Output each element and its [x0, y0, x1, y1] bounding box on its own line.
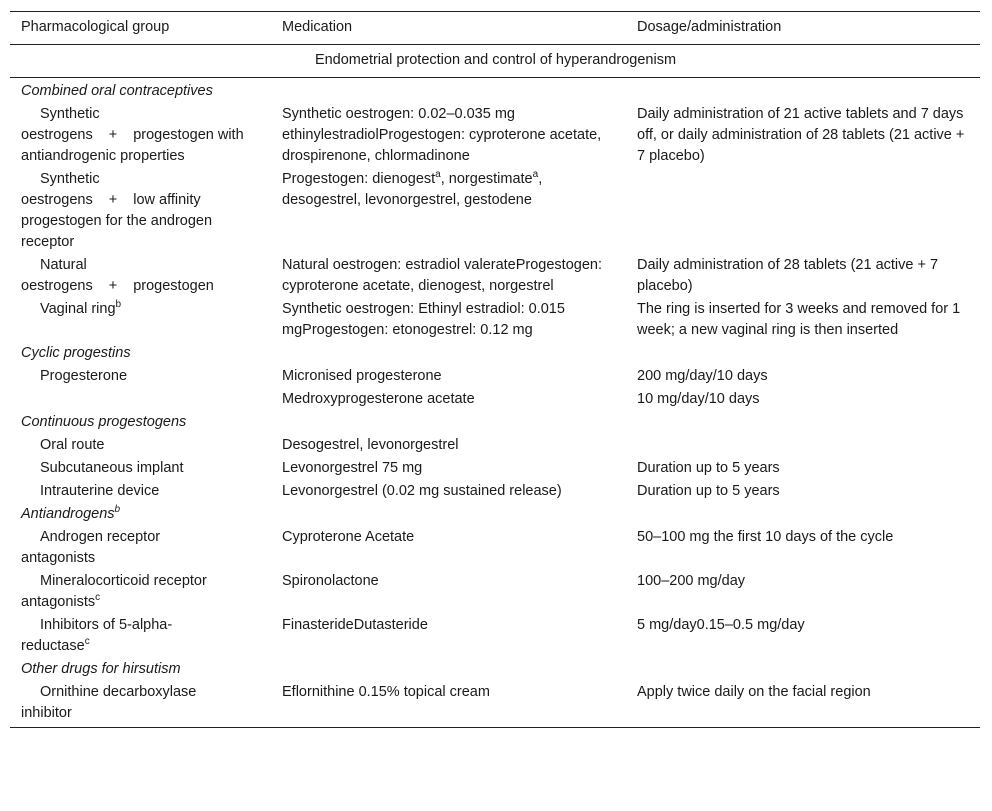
table-row [10, 457, 980, 480]
medication-cell: Synthetic oestrogen: Ethinyl estradiol: 0.015 mgProgestogen: etonogestrel: 0.12 mg [282, 301, 565, 338]
row-group-text: Ornithine decarboxylase [40, 684, 197, 700]
row-group-cell: Synthetic oestrogens + low affinity progestogen for the androgen receptor [21, 171, 213, 250]
dosage-cell: Duration up to 5 years [637, 460, 780, 476]
dosage-cell: 100–200 mg/day [637, 573, 746, 589]
dosage-cell [626, 168, 980, 254]
group-label-continuous: Continuous progestogens [21, 414, 187, 430]
footnote-marker: b [114, 504, 121, 515]
medication-text: , norgestimate [440, 171, 533, 187]
medication-text: Progestogen: dienogest [282, 171, 436, 187]
row-group-text: Vaginal ring [40, 301, 116, 317]
row-group-cell [10, 480, 271, 503]
medication-table [10, 11, 980, 728]
group-row [10, 658, 980, 681]
footnote-marker: c [84, 636, 90, 647]
table-row [10, 103, 980, 168]
table-row [10, 254, 980, 298]
medication-cell [271, 168, 626, 254]
group-label-other: Other drugs for hirsutism [21, 661, 181, 677]
dosage-cell: Daily administration of 28 tablets (21 active + 7 placebo) [637, 257, 939, 294]
table-row [10, 570, 980, 614]
medication-cell: Medroxyprogesterone acetate [282, 391, 475, 407]
table-row [10, 388, 980, 411]
row-group-text: Inhibitors of 5-alpha- [40, 617, 173, 633]
group-label-cyclic: Cyclic progestins [21, 345, 131, 361]
table-row [10, 434, 980, 457]
dosage-cell: Apply twice daily on the facial region [626, 681, 980, 728]
group-row [10, 342, 980, 365]
medication-cell: Cyproterone Acetate [282, 529, 415, 545]
dosage-cell: Duration up to 5 years [637, 483, 780, 499]
medication-cell: Natural oestrogen: estradiol valerateProgestogen: cyproterone acetate, dienogest, norgestrel [282, 257, 602, 294]
table-row [10, 365, 980, 388]
section-row [10, 45, 980, 78]
row-group-text: Oral route [40, 437, 105, 453]
group-row [10, 503, 980, 526]
table-row [10, 480, 980, 503]
footnote-marker: b [115, 299, 122, 310]
medication-cell: Levonorgestrel (0.02 mg sustained release) [282, 483, 562, 499]
group-label-antiandrogens [10, 503, 980, 526]
table-row [10, 298, 980, 342]
footnote-marker: a [435, 169, 441, 180]
table-row [10, 168, 980, 254]
footnote-marker: a [532, 169, 539, 180]
medication-cell: Levonorgestrel 75 mg [282, 460, 423, 476]
header-dosage: Dosage/administration [626, 12, 980, 45]
medication-text: , desogestrel, levonorgestrel, gestodene [282, 171, 543, 208]
header-medication: Medication [271, 12, 626, 45]
row-group-text: Mineralocorticoid receptor [40, 573, 207, 589]
row-group-cell [10, 457, 271, 480]
medication-cell: FinasterideDutasteride [282, 617, 428, 633]
plus-sign: + [108, 192, 118, 208]
group-row [10, 411, 980, 434]
row-group-text: Synthetic [40, 171, 100, 187]
row-group-text: Progesterone [40, 368, 128, 384]
dosage-cell: 10 mg/day/10 days [637, 391, 760, 407]
footnote-marker: c [95, 592, 101, 603]
group-row [10, 78, 980, 104]
row-group-text: Natural [40, 257, 87, 273]
table-header-row [10, 12, 980, 45]
row-group-cell [10, 434, 271, 457]
table-row [10, 614, 980, 658]
dosage-cell [626, 434, 980, 457]
medication-cell: Spironolactone [282, 573, 379, 589]
row-group-cell: Inhibitors of 5-alpha- reductase$^c$ [21, 617, 173, 654]
row-group-cell [10, 298, 271, 342]
row-group-text: Synthetic [40, 106, 100, 122]
table-row [10, 526, 980, 570]
group-label-text: Antiandrogens [21, 506, 115, 522]
row-group-cell: Androgen receptor antagonists [21, 529, 161, 566]
plus-sign: + [108, 278, 118, 294]
dosage-cell: 5 mg/day0.15–0.5 mg/day [637, 617, 805, 633]
row-group-text: Subcutaneous implant [40, 460, 184, 476]
row-group-cell [10, 365, 271, 388]
row-group-cell: Mineralocorticoid receptor antagonists$^c$ [21, 573, 207, 610]
medication-cell: Synthetic oestrogen: 0.02–0.035 mg ethinylestradiolProgestogen: cyproterone acetate, drospirenone, chlormadinone [282, 106, 602, 164]
section-title: Endometrial protection and control of hyperandrogenism [10, 45, 980, 78]
row-group-cell [10, 388, 271, 411]
medication-cell: Micronised progesterone [282, 368, 442, 384]
dosage-cell: Daily administration of 21 active tablets and 7 days off, or daily administration of 28 tablets (21 active + 7 placebo) [637, 106, 965, 164]
group-label-coc: Combined oral contraceptives [21, 83, 213, 99]
table-row [10, 681, 980, 728]
row-group-text: Intrauterine device [40, 483, 160, 499]
dosage-cell: 200 mg/day/10 days [637, 368, 768, 384]
medication-cell: Eflornithine 0.15% topical cream [271, 681, 626, 728]
medication-cell: Desogestrel, levonorgestrel [282, 437, 459, 453]
row-group-cell: Ornithine decarboxylase inhibitor [10, 681, 271, 728]
header-pharmacological-group: Pharmacological group [10, 12, 271, 45]
row-group-cell: Natural oestrogens + progestogen [21, 257, 214, 294]
plus-sign: + [108, 127, 118, 143]
row-group-text: Androgen receptor [40, 529, 161, 545]
dosage-cell: 50–100 mg the first 10 days of the cycle [637, 529, 894, 545]
row-group-cell: Synthetic oestrogens + progestogen with antiandrogenic properties [21, 106, 244, 164]
dosage-cell: The ring is inserted for 3 weeks and removed for 1 week; a new vaginal ring is then inserted [637, 301, 961, 338]
